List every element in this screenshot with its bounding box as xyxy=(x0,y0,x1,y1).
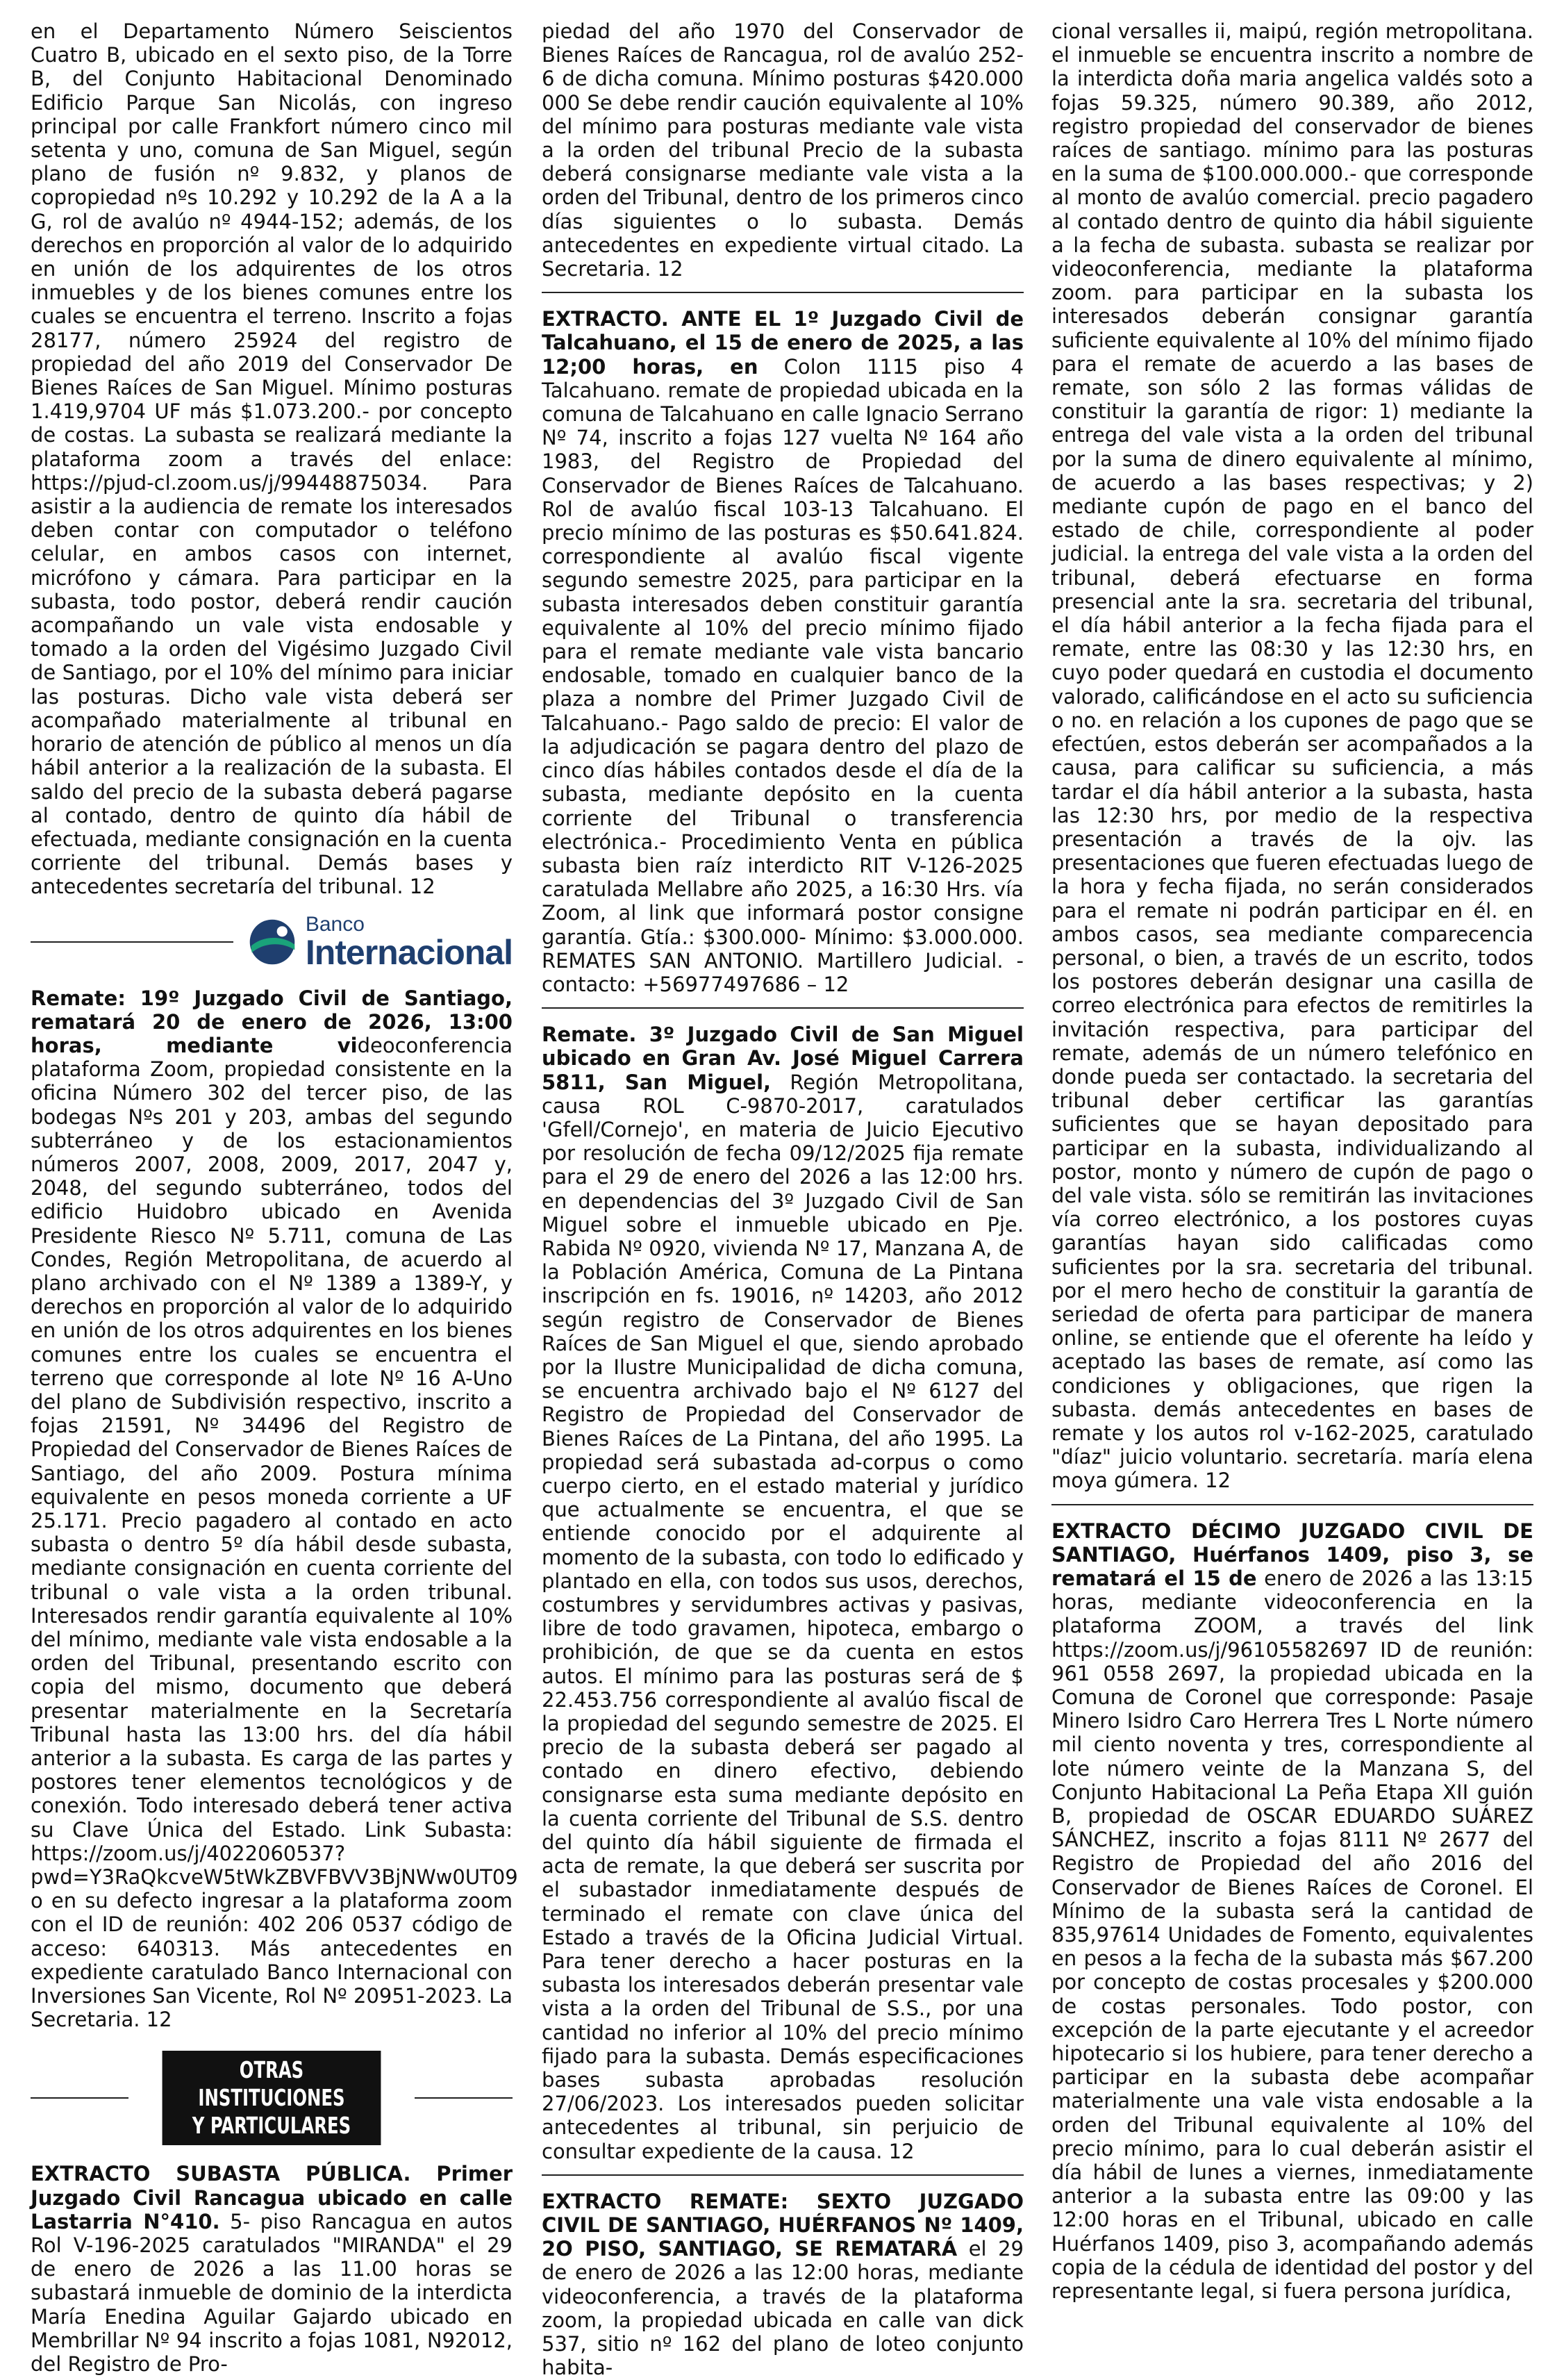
column-3 xyxy=(1051,19,1533,2304)
notice-body: enero de 2026 a las 13:15 horas, mediante videoconferencia en la plataforma ZOOM, a través del link https://zoom.us/j/96105582697 ID de reunión: 961 0558 2697, la propiedad ubicada en la Comuna de Coronel que corresponde: Pasaje Minero Isidro Caro Herrera Tres L Norte número mil ciento noventa y tres, correspondiente al lote número veinte de la Manzana S, del Conjunto Habitacional La Peña Etapa XII guión B, propiedad de OSCAR EDUARDO SUÁREZ SÁNCHEZ, inscrito a fojas 8111 Nº 2677 del Registro de Propiedad del año 2016 del Conservador de Bienes Raíces de Coronel. El Mínimo de la subasta será la cantidad de 835,97614 Unidades de Fomento, equivalentes en pesos a la fecha de la subasta más $67.200 por concepto de costas procesales y $200.000 de costas personales. Todo postor, con excepción de la parte ejecutante y el acreedor hipotecario si los hubiere, para tener derecho a participar en la subasta debe acompañar materialmente una vale vista endosable a la orden del Tribunal equivalente al 10% del precio mínimo, para lo cual deberán asistir el día hábil de lunes a viernes, inmediatamente anterior a la subasta entre las 09:00 y las 12:00 horas en el Tribunal, ubicado en calle Huérfanos 1409, piso 3, acompañando además copia de la cédula de identidad del postor y del representante legal, si fuera persona jurídica, xyxy=(1051,1567,1533,2304)
notice-19-juzgado-santiago xyxy=(31,986,518,2032)
divider xyxy=(31,941,233,943)
divider xyxy=(415,2097,513,2099)
notice-talcahuano xyxy=(542,307,1024,996)
notice-body: Región Metropolitana, causa ROL C-9870-2017, caratulados 'Gfell/Cornejo', en materia de Juicio Ejecutivo por resolución de fecha 09/12/2025 fija remate para el 29 de enero del 2026 a las 12:00 hrs. en dependencias del 3º Juzgado Civil de San Miguel sobre el inmueble ubicado en Pje. Rabida Nº 0920, vivienda Nº 17, Manzana A, de la Población América, Comuna de La Pintana inscripción en fs. 19016, nº 14203, año 2012 según registro de Conservador de Bienes Raíces de San Miguel el que, siendo aprobado por la Ilustre Municipalidad de dicha comuna, se encuentra archivado bajo el Nº 6127 del Registro de Propiedad del Conservador de Bienes Raíces de La Pintana, del año 1995. La propiedad será subastada ad-corpus o como cuerpo cierto, en el estado material y jurídico que actualmente se encuentra, el que se entiende conocido por el adquirente al momento de la subasta, con todo lo edificado y plantado en ella, con todos sus usos, derechos, costumbres y servidumbres activas y pasivas, libre de todo gravamen, hipoteca, embargo o prohibición, de que se da cuenta en estos autos. El mínimo para las posturas será de $ 22.453.756 correspondiente al avalúo fiscal de la propiedad del segundo semestre de 2025. El precio de la subasta deberá ser pagado al contado en dinero efectivo, debiendo consignarse esta suma mediante depósito en la cuenta corriente del Tribunal de S.S. dentro del quinto día hábil siguiente de firmada el acta de remate, la que deberá ser suscrita por el subastador inmediatamente después de terminado el remate con clave única del Estado a través de la Oficina Judicial Virtual. Para tener derecho a hacer posturas en la subasta los interesados deberán presentar vale vista a la orden del Tribunal de S.S., por una cantidad no inferior al 10% del precio mínimo fijado para la subasta. Demás especificaciones bases subasta aprobadas resolución 27/06/2023. Los interesados pueden solicitar antecedentes al tribunal, sin perjuicio de consultar expediente de la causa. 12 xyxy=(542,1070,1024,2163)
notice-sexto-juzgado xyxy=(542,2190,1024,2380)
notice-heading: Remate: 19º Juzgado Civil de Santiago, rematará 20 de enero de 2026, 13:00 horas, mediante vi xyxy=(31,986,513,1057)
notice-3-juzgado-san-miguel xyxy=(542,1023,1024,2163)
notice-body: deoconferencia plataforma Zoom, propiedad consistente en la oficina Número 302 del tercer piso, de las bodegas Nºs 201 y 203, ambas del segundo subterráneo y de los estacionamientos números 2007, 2008, 2009, 2017, 2047 y, 2048, del segundo subterráneo, todos del edificio Huidobro ubicado en Avenida Presidente Riesco Nº 5.711, comuna de Las Condes, Región Metropolitana, de acuerdo al plano archivado con el Nº 1389 a 1389-Y, y derechos en proporción al valor de lo adquirido en unión de los otros adquirentes en los bienes comunes entre los cuales se encuentra el terreno que corresponde al lote Nº 16 A-Uno del plano de Subdivisión respectivo, inscrito a fojas 21591, Nº 34496 del Registro de Propiedad del Conservador de Bienes Raíces de Santiago, del año 2009. Postura mínima equivalente en pesos moneda corriente a UF 25.171. Precio pagadero al contado en acto subasta o dentro 5º día hábil desde subasta, mediante consignación en cuenta corriente del tribunal o vale vista a la orden tribunal. Interesados rendir garantía equivalente al 10% del mínimo, mediante vale vista endosable a la orden del Tribunal, presentando escrito con copia del mismo, documento que deberá presentar materialmente en la Secretaría Tribunal hasta las 13:00 hrs. del día hábil anterior a la subasta. Es carga de las partes y postores tener elementos tecnológicos y de conexión. Todo interesado deberá tener activa su Clave Única del Estado. Link Subasta: https://zoom.us/j/4022060537?pwd=Y3RaQkcveW5tWkZBVFBVV3BjNWw0UT09 o en su defecto ingresar a la plataforma zoom con el ID de reunión: 402 206 0537 código de acceso: 640313. Más antecedentes en expediente caratulado Banco Internacional con Inversiones San Vicente, Rol Nº 20951-2023. La Secretaria. 12 xyxy=(31,1033,518,2032)
column-2 xyxy=(542,19,1024,2380)
divider xyxy=(542,2174,1024,2176)
notice-body: el 29 de enero de 2026 a las 12:00 horas, mediante videoconferencia, a través de la plataforma zoom, la propiedad ubicada en calle van dick 537, sitio nº 162 del plano de loteo conjunto habita- xyxy=(542,2237,1024,2380)
banco-internacional-ad xyxy=(31,903,513,981)
notice-heading: EXTRACTO SUBASTA PÚBLICA. Primer Juzgado Civil Rancagua ubicado en calle Lastarria N°410. xyxy=(31,2162,513,2233)
banco-internacional-logo xyxy=(246,914,513,970)
section-header-block xyxy=(31,2051,513,2145)
notice-heading: EXTRACTO. ANTE EL 1º Juzgado Civil de Talcahuano, el 15 de enero de 2025, a las 12;00 horas, en xyxy=(542,307,1024,379)
column-1 xyxy=(31,19,518,2377)
divider xyxy=(542,292,1024,293)
logo-word-internacional: Internacional xyxy=(305,932,513,972)
section-header-line-1: OTRAS INSTITUCIONES xyxy=(198,2056,345,2112)
notice-heading: EXTRACTO REMATE: SEXTO JUZGADO CIVIL DE SANTIAGO, HUÉRFANOS Nº 1409, 2O PISO, SANTIAGO, SE REMATARÁ xyxy=(542,2189,1024,2261)
notice-rancagua xyxy=(31,2162,513,2376)
section-header-otras-instituciones xyxy=(163,2051,381,2145)
divider xyxy=(542,1007,1024,1009)
notice-decimo-juzgado xyxy=(1051,1519,1533,2304)
divider xyxy=(1051,1504,1533,1505)
notice-heading: EXTRACTO DÉCIMO JUZGADO CIVIL DE SANTIAGO, Huérfanos 1409, piso 3, se rematará el 15 de xyxy=(1051,1519,1533,1590)
notice-continued-san-miguel: en el Departamento Número Seiscientos Cuatro B, ubicado en el sexto piso, de la Torre B, del Conjunto Habitacional Denominado Edificio Parque San Nicolás, con ingreso principal por calle Frankfort número cinco mil setenta y uno, comuna de San Miguel, según plano de fusión nº 9.832, y planos de copropiedad nºs 10.292 y 10.292 de la A a la G, rol de avalúo nº 4944-152; además, de los derechos en proporción al valor de lo adquirido en unión de los adquirentes de los otros inmuebles y de los bienes comunes entre los cuales se encuentra el terreno. Inscrito a fojas 28177, número 25924 del registro de propiedad del año 2019 del Conservador De Bienes Raíces de San Miguel. Mínimo posturas 1.419,9704 UF más $1.073.200.- por concepto de costas. La subasta se realizará mediante la plataforma zoom a través del enlace: https://pjud-cl.zoom.us/j/99448875034. Para asistir a la audiencia de remate los interesados deben contar con computador o teléfono celular, en ambos casos con internet, micrófono y cámara. Para participar en la subasta, todo postor, deberá rendir caución acompañando un vale vista endosable y tomado a la orden del Vigésimo Juzgado Civil de Santiago, por el 10% del mínimo para iniciar las posturas. Dicho vale vista deberá ser acompañado materialmente al tribunal en horario de atención de público al menos un día hábil anterior a la realización de la subasta. El saldo del precio de la subasta deberá pagarse al contado, dentro de quinto día hábil de efectuada, mediante consignación en la cuenta corriente del tribunal. Demás bases y antecedentes secretaría del tribunal. 12 xyxy=(31,19,513,899)
notice-continued-rancagua: piedad del año 1970 del Conservador de Bienes Raíces de Rancagua, rol de avalúo 252-6 de dicha comuna. Mínimo posturas $420.000 000 Se debe rendir caución equivalente al 10% del mínimo para posturas mediante vale vista a la orden del tribunal Precio de la subasta deberá consignarse mediante vale vista a la orden del Tribunal, dentro de los primeros cinco días siguientes o lo subasta. Demás antecedentes en expediente virtual citado. La Secretaria. 12 xyxy=(542,19,1024,281)
notice-body: Colon 1115 piso 4 Talcahuano. remate de propiedad ubicada en la comuna de Talcahuano en calle Ignacio Serrano Nº 74, inscrito a fojas 127 vuelta Nº 164 año 1983, del Registro de Propiedad del Conservador de Bienes Raíces de Talcahuano. Rol de avalúo fiscal 103-13 Talcahuano. El precio mínimo de las posturas es $50.641.824. correspondiente al avalúo fiscal vigente segundo semestre 2025, para participar en la subasta interesados deben constituir garantía equivalente al 10% del precio mínimo fijado para el remate mediante vale vista bancario endosable, tomado en cualquier banco de la plaza a nombre del Primer Juzgado Civil de Talcahuano.- Pago saldo de precio: El valor de la adjudicación se pagara dentro del plazo de cinco días hábiles contados desde el día de la subasta, mediante depósito en la cuenta corriente del Tribunal o transferencia electrónica.- Procedimiento Venta en pública subasta bien raíz interdicto RIT V-126-2025 caratulada Mellabre año 2025, a 16:30 Hrs. vía Zoom, al link que informará postor consigne garantía. Gtía.: $300.000- Mínimo: $3.000.000. REMATES SAN ANTONIO. Martillero Judicial. - contacto: +56977497686 – 12 xyxy=(542,354,1024,996)
notice-body: 5- piso Rancagua en autos Rol V-196-2025 caratulados "MIRANDA" el 29 de enero de 2026 a las 11.00 horas se subastará inmueble de dominio de la interdicta María Enedina Aguilar Gajardo ubicado en Membrillar Nº 94 inscrito a fojas 1081, N92012, del Registro de Pro- xyxy=(31,2209,513,2377)
globe-icon xyxy=(246,916,299,968)
section-header-line-2: Y PARTICULARES xyxy=(192,2112,351,2140)
notice-continued-sexto-juzgado: cional versalles ii, maipú, región metropolitana. el inmueble se encuentra inscrito a nombre de la interdicta doña maria angelica valdés soto a fojas 59.325, número 90.389, año 2012, registro propiedad del conservador de bienes raíces de santiago. mínimo para las posturas en la suma de $100.000.000.- que corresponde al monto de avalúo comercial. precio pagadero al contado dentro de quinto dia hábil siguiente a la fecha de subasta. subasta se realizar por videoconferencia, mediante la plataforma zoom. para participar en la subasta los interesados deberán consignar garantía suficiente equivalente al 10% del mínimo fijado para el remate de acuerdo a las bases de remate, son sólo 2 las formas válidas de constituir la garantía de rigor: 1) mediante la entrega del vale vista a la orden del tribunal por la suma de dinero equivalente al mínimo, de acuerdo a las bases respectivas; y 2) mediante cupón de pago en el banco del estado de chile, correspondiente al poder judicial. la entrega del vale vista a la orden del tribunal, deberá efectuarse en forma presencial ante la sra. secretaria del tribunal, el día hábil anterior a la fecha fijada para el remate, entre las 08:30 y las 12:30 hrs, en cuyo poder quedará en custodia el documento valorado, calificándose en el acto su suficiencia o no. en relación a los cupones de pago que se efectúen, estos deberán ser acompañados a la causa, para calificar su suficiencia, a más tardar el día hábil anterior a la subasta, hasta las 12:30 hrs, por medio de la respectiva presentación a través de la ojv. las presentaciones que fueren efectuadas luego de la hora y fecha fijada, no serán considerados para el remate ni podrán participar en él. en ambos casos, sea mediante comparecencia personal, o bien, a través de un escrito, todos los postores deberán designar una casilla de correo electrónica para efectos de remitirles la invitación respectiva, para participar del remate, además de un número telefónico en donde pueda ser contactado. la secretaria del tribunal deber certificar las garantías suficientes que se hayan depositado para participar en la subasta, individualizando al postor, monto y número de cupón de pago o del vale vista. sólo se remitirán las invitaciones vía correo electrónico, a los postores cuyas garantías hayan sido calificadas como suficientes por la sra. secretaria del tribunal. por el mero hecho de constituir la garantía de seriedad de oferta para participar de manera online, se entiende que el oferente ha leído y aceptado las bases de remate, así como las condiciones y obligaciones, que rigen la subasta. demás antecedentes en bases de remate y los autos rol v-162-2025, caratulado "díaz" juicio voluntario. secretaría. maría elena moya gúmera. 12 xyxy=(1051,19,1533,1493)
notice-heading: Remate. 3º Juzgado Civil de San Miguel ubicado en Gran Av. José Miguel Carrera 5811, San Miguel, xyxy=(542,1023,1024,1094)
divider xyxy=(31,2097,128,2099)
logo-word-banco: Banco xyxy=(305,912,365,936)
